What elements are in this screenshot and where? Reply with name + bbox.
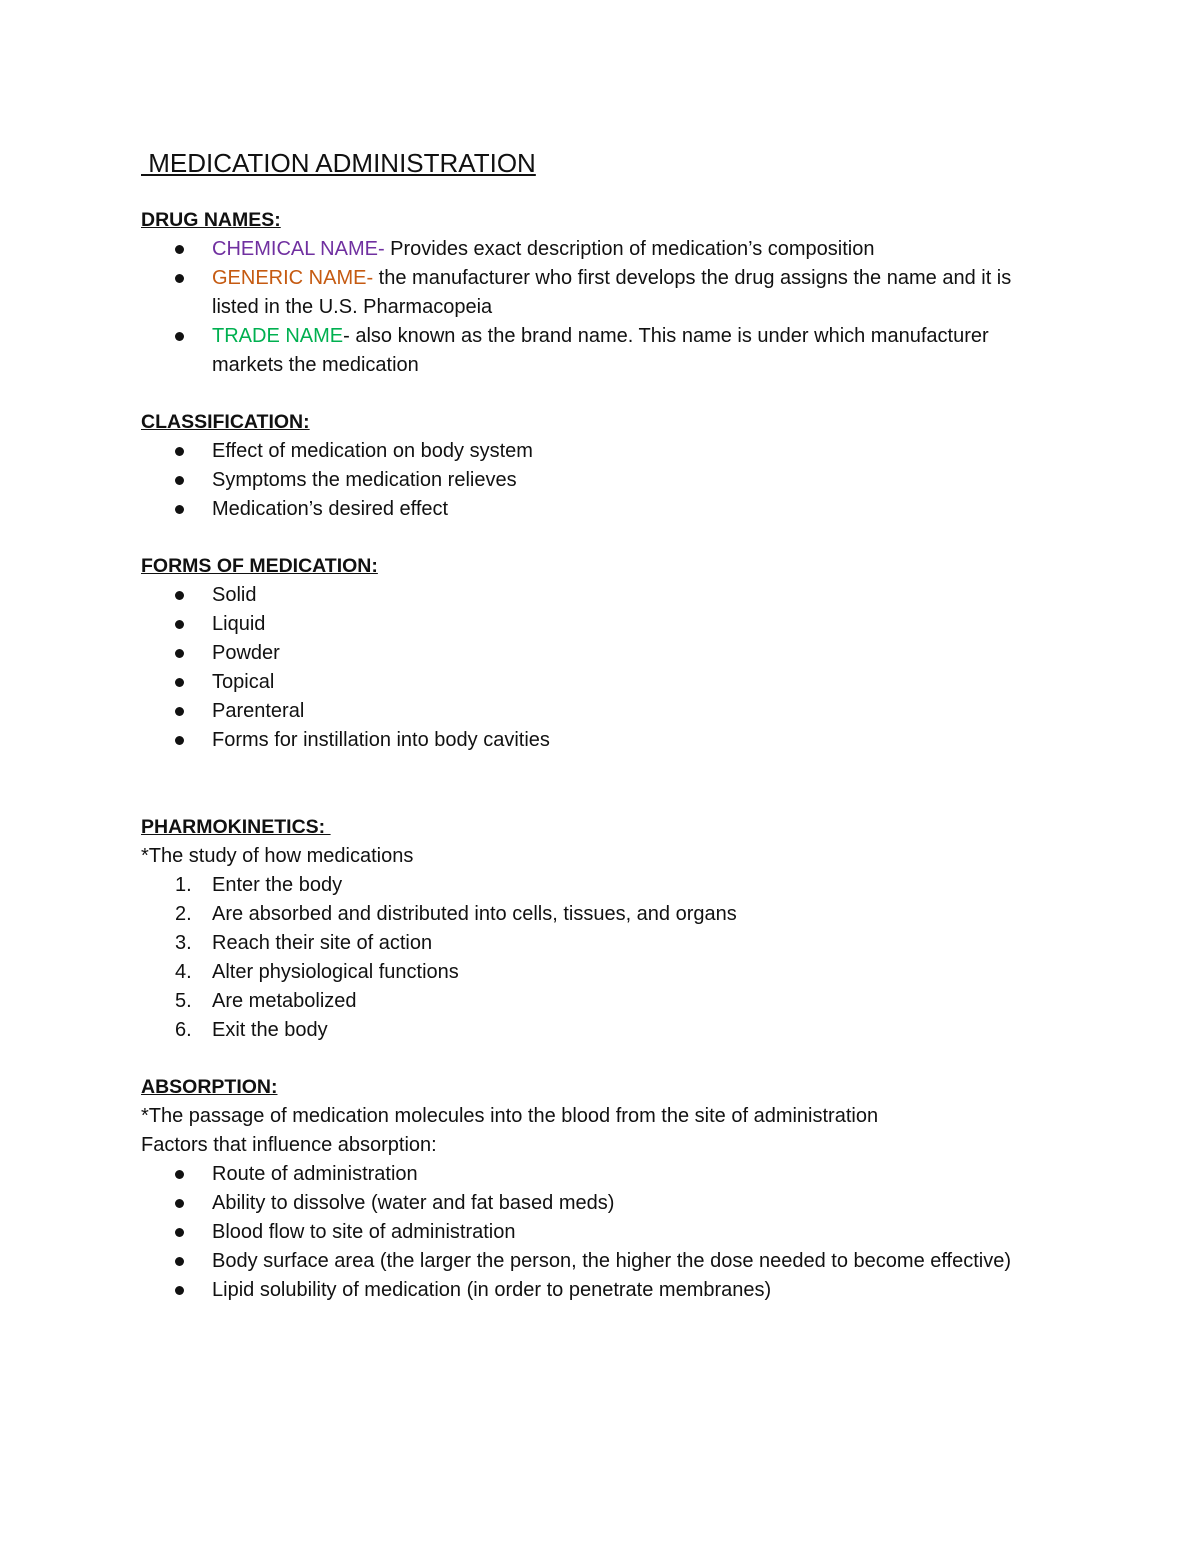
list-item-text: Provides exact description of medication’s composition — [384, 238, 875, 260]
list-item-text: Powder — [212, 642, 280, 664]
list-item — [141, 495, 1061, 524]
section-heading: ABSORPTION: — [141, 1076, 278, 1098]
section-intro: *The study of how medications — [141, 845, 414, 867]
bullet-icon — [175, 505, 184, 514]
section-absorption — [141, 1073, 1061, 1305]
list-item — [141, 1160, 1061, 1189]
bullet-icon — [175, 1228, 184, 1237]
section-heading: CLASSIFICATION: — [141, 411, 310, 433]
list-item — [141, 235, 1061, 264]
section-intro: *The passage of medication molecules into the blood from the site of administration — [141, 1105, 879, 1127]
generic-name-term: GENERIC NAME- — [212, 267, 374, 289]
section-heading: FORMS OF MEDICATION: — [141, 555, 378, 577]
section-pharmokinetics — [141, 813, 1061, 1045]
list-item-text: Medication’s desired effect — [212, 498, 449, 520]
pharmokinetics-list — [141, 871, 1061, 1045]
section-heading: DRUG NAMES: — [141, 209, 281, 231]
document-title: MEDICATION ADMINISTRATION — [141, 148, 536, 178]
drug-names-list — [141, 235, 1061, 380]
bullet-icon — [175, 332, 184, 341]
list-number: 6. — [175, 1019, 192, 1041]
list-item-text: Body surface area (the larger the person, the higher the dose needed to become effective) — [212, 1250, 1012, 1272]
factors-label: Factors that influence absorption: — [141, 1134, 437, 1156]
list-item-text: Are absorbed and distributed into cells, tissues, and organs — [212, 903, 737, 925]
bullet-icon — [175, 1199, 184, 1208]
list-item — [141, 437, 1061, 466]
list-item — [141, 987, 1061, 1016]
bullet-icon — [175, 591, 184, 600]
spacer — [141, 783, 1061, 813]
list-number: 5. — [175, 990, 192, 1012]
list-number: 3. — [175, 932, 192, 954]
list-item-text: Route of administration — [212, 1163, 418, 1185]
section-drug-names — [141, 206, 1061, 380]
list-number: 2. — [175, 903, 192, 925]
section-forms — [141, 552, 1061, 755]
bullet-icon — [175, 274, 184, 283]
trade-name-term: TRADE NAME — [212, 325, 344, 347]
list-item-text: Are metabolized — [212, 990, 357, 1012]
list-item — [141, 1189, 1061, 1218]
chemical-name-term: CHEMICAL NAME- — [212, 238, 385, 260]
list-item — [141, 639, 1061, 668]
list-item — [141, 1218, 1061, 1247]
list-item — [141, 322, 1061, 380]
list-item-text: Reach their site of action — [212, 932, 433, 954]
list-item-text: Lipid solubility of medication (in order to penetrate membranes) — [212, 1279, 772, 1301]
list-item-text: Solid — [212, 584, 257, 606]
bullet-icon — [175, 447, 184, 456]
list-item — [141, 581, 1061, 610]
list-item-text: Parenteral — [212, 700, 305, 722]
bullet-icon — [175, 678, 184, 687]
list-item-text: the manufacturer who first develops the drug assigns the name and it is listed in the U.S. Pharmacopeia — [212, 267, 1012, 318]
list-number: 4. — [175, 961, 192, 983]
list-item — [141, 668, 1061, 697]
list-item-text: - also known as the brand name. This name is under which manufacturer markets the medication — [212, 325, 989, 376]
list-item — [141, 697, 1061, 726]
bullet-icon — [175, 620, 184, 629]
bullet-icon — [175, 476, 184, 485]
list-item — [141, 1247, 1061, 1276]
list-item-text: Symptoms the medication relieves — [212, 469, 517, 491]
list-item — [141, 900, 1061, 929]
list-item-text: Exit the body — [212, 1019, 328, 1041]
classification-list — [141, 437, 1061, 524]
bullet-icon — [175, 707, 184, 716]
list-item-text: Enter the body — [212, 874, 343, 896]
bullet-icon — [175, 1286, 184, 1295]
list-item — [141, 1276, 1061, 1305]
list-item — [141, 610, 1061, 639]
list-item-text: Blood flow to site of administration — [212, 1221, 516, 1243]
absorption-list — [141, 1160, 1061, 1305]
forms-list — [141, 581, 1061, 755]
list-item — [141, 466, 1061, 495]
list-item — [141, 871, 1061, 900]
bullet-icon — [175, 649, 184, 658]
list-item-text: Ability to dissolve (water and fat based meds) — [212, 1192, 615, 1214]
list-number: 1. — [175, 874, 192, 896]
list-item — [141, 726, 1061, 755]
list-item — [141, 1016, 1061, 1045]
section-heading: PHARMOKINETICS: — [141, 816, 331, 838]
list-item-text: Effect of medication on body system — [212, 440, 533, 462]
list-item-text: Liquid — [212, 613, 266, 635]
list-item — [141, 929, 1061, 958]
list-item — [141, 264, 1061, 322]
list-item-text: Topical — [212, 671, 275, 693]
list-item — [141, 958, 1061, 987]
list-item-text: Forms for instillation into body cavities — [212, 729, 550, 751]
bullet-icon — [175, 245, 184, 254]
bullet-icon — [175, 1170, 184, 1179]
bullet-icon — [175, 736, 184, 745]
document-page — [141, 146, 1061, 1333]
list-item-text: Alter physiological functions — [212, 961, 459, 983]
bullet-icon — [175, 1257, 184, 1266]
section-classification — [141, 408, 1061, 524]
